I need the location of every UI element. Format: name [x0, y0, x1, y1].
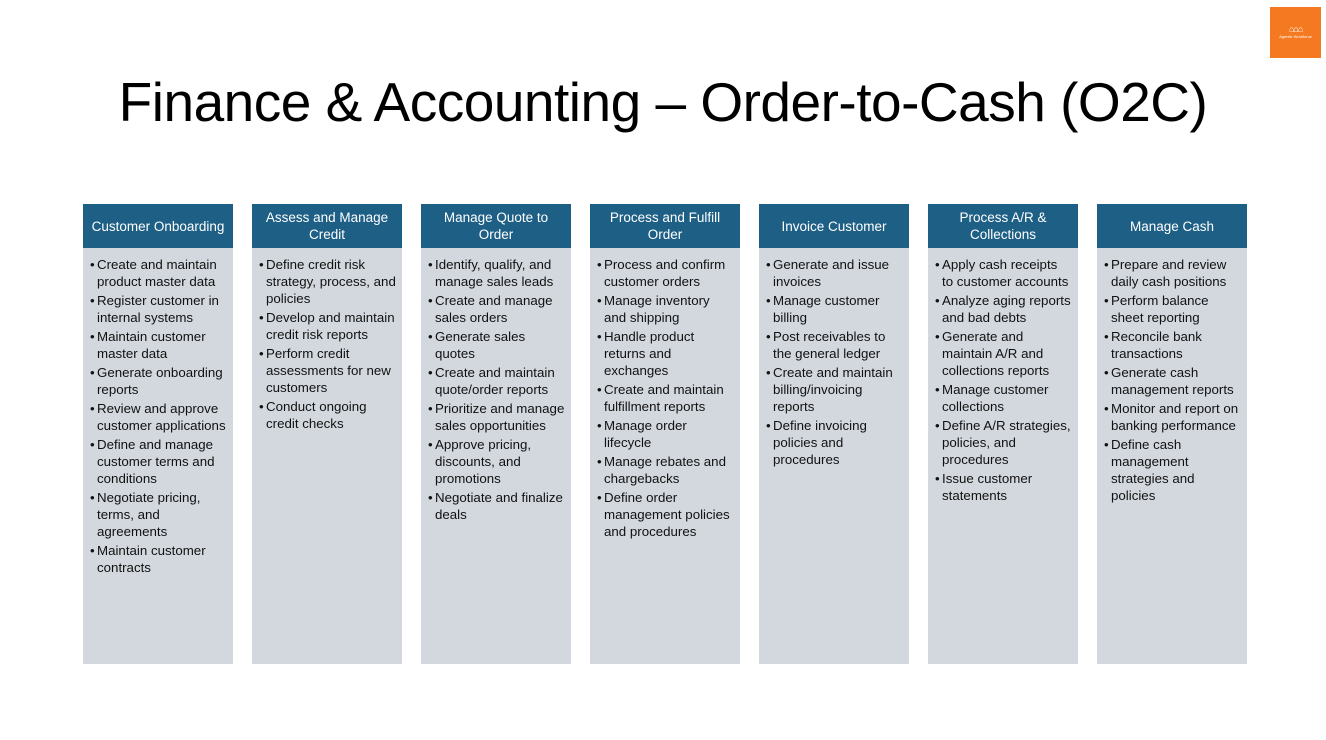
column-header: Customer Onboarding	[83, 204, 233, 248]
list-item	[935, 381, 1072, 415]
list-item	[90, 400, 227, 434]
list-item-text: Create and maintain fulfillment reports	[604, 382, 724, 414]
bullet-icon: •	[1104, 293, 1109, 308]
list-item-text: Post receivables to the general ledger	[773, 329, 886, 361]
list-item	[1104, 328, 1241, 362]
column-body	[421, 248, 571, 525]
bullet-icon: •	[90, 490, 95, 505]
list-item	[428, 489, 565, 523]
bullet-icon: •	[90, 543, 95, 558]
list-item-text: Manage rebates and chargebacks	[604, 454, 726, 486]
company-logo	[1270, 7, 1321, 58]
list-item-text: Define credit risk strategy, process, and policies	[266, 257, 396, 306]
bullet-icon: •	[428, 365, 433, 380]
list-item	[1104, 400, 1241, 434]
list-item	[766, 417, 903, 468]
list-item-text: Create and maintain product master data	[97, 257, 217, 289]
list-item	[597, 417, 734, 451]
list-item	[597, 328, 734, 379]
column-header: Process and Fulfill Order	[590, 204, 740, 248]
column-manage-cash	[1097, 204, 1247, 664]
bullet-icon: •	[428, 329, 433, 344]
bullet-icon: •	[597, 490, 602, 505]
bullet-icon: •	[90, 257, 95, 272]
column-body	[1097, 248, 1247, 506]
process-columns	[83, 204, 1247, 664]
list-item-text: Identify, qualify, and manage sales leads	[435, 257, 554, 289]
list-item	[766, 328, 903, 362]
list-item-text: Define order management policies and procedures	[604, 490, 730, 539]
column-header: Manage Quote to Order	[421, 204, 571, 248]
list-item	[90, 292, 227, 326]
list-item-text: Reconcile bank transactions	[1111, 329, 1202, 361]
bullet-icon: •	[428, 401, 433, 416]
list-item-text: Manage customer billing	[773, 293, 880, 325]
list-item-text: Define A/R strategies, policies, and procedures	[942, 418, 1071, 467]
column-process-a-r-collections	[928, 204, 1078, 664]
column-body	[590, 248, 740, 542]
column-body	[83, 248, 233, 578]
list-item-text: Review and approve customer applications	[97, 401, 226, 433]
list-item	[90, 328, 227, 362]
bullet-icon: •	[1104, 437, 1109, 452]
list-item	[259, 345, 396, 396]
bullet-icon: •	[428, 257, 433, 272]
list-item	[259, 256, 396, 307]
list-item-text: Generate and issue invoices	[773, 257, 890, 289]
list-item-text: Perform credit assessments for new customers	[266, 346, 391, 395]
list-item-text: Register customer in internal systems	[97, 293, 219, 325]
list-item-text: Issue customer statements	[942, 471, 1033, 503]
bullet-icon: •	[428, 437, 433, 452]
column-header: Process A/R & Collections	[928, 204, 1078, 248]
bullet-icon: •	[766, 293, 771, 308]
list-item	[935, 256, 1072, 290]
list-item-text: Prepare and review daily cash positions	[1111, 257, 1227, 289]
list-item	[935, 328, 1072, 379]
column-header: Manage Cash	[1097, 204, 1247, 248]
logo-mark-icon: ⌂⌂⌂	[1288, 24, 1303, 34]
bullet-icon: •	[935, 471, 940, 486]
column-customer-onboarding	[83, 204, 233, 664]
bullet-icon: •	[90, 401, 95, 416]
bullet-icon: •	[90, 293, 95, 308]
bullet-icon: •	[935, 418, 940, 433]
bullet-icon: •	[428, 490, 433, 505]
list-item-text: Analyze aging reports and bad debts	[942, 293, 1071, 325]
list-item	[90, 364, 227, 398]
list-item-text: Define invoicing policies and procedures	[773, 418, 867, 467]
bullet-icon: •	[90, 329, 95, 344]
list-item-text: Approve pricing, discounts, and promotions	[435, 437, 532, 486]
list-item-text: Perform balance sheet reporting	[1111, 293, 1209, 325]
list-item-text: Negotiate pricing, terms, and agreements	[97, 490, 201, 539]
list-item-text: Maintain customer master data	[97, 329, 206, 361]
list-item	[597, 292, 734, 326]
bullet-icon: •	[935, 257, 940, 272]
list-item-text: Process and confirm customer orders	[604, 257, 726, 289]
bullet-icon: •	[597, 293, 602, 308]
list-item-text: Prioritize and manage sales opportunities	[435, 401, 565, 433]
list-item	[935, 470, 1072, 504]
list-item	[766, 292, 903, 326]
list-item	[428, 364, 565, 398]
bullet-icon: •	[259, 257, 264, 272]
bullet-icon: •	[597, 382, 602, 397]
bullet-icon: •	[259, 346, 264, 361]
list-item-text: Manage inventory and shipping	[604, 293, 710, 325]
list-item-text: Maintain customer contracts	[97, 543, 206, 575]
list-item-text: Handle product returns and exchanges	[604, 329, 695, 378]
list-item	[1104, 436, 1241, 504]
bullet-icon: •	[1104, 401, 1109, 416]
bullet-icon: •	[597, 418, 602, 433]
list-item	[90, 256, 227, 290]
slide-title: Finance & Accounting – Order-to-Cash (O2C)	[118, 71, 1208, 133]
list-item-text: Manage customer collections	[942, 382, 1049, 414]
list-item	[428, 256, 565, 290]
column-manage-quote-to-order	[421, 204, 571, 664]
list-item-text: Manage order lifecycle	[604, 418, 687, 450]
list-item	[935, 292, 1072, 326]
bullet-icon: •	[1104, 257, 1109, 272]
bullet-icon: •	[259, 399, 264, 414]
column-body	[252, 248, 402, 434]
list-item-text: Monitor and report on banking performance	[1111, 401, 1239, 433]
bullet-icon: •	[597, 257, 602, 272]
list-item-text: Generate and maintain A/R and collections reports	[942, 329, 1050, 378]
list-item	[428, 292, 565, 326]
list-item	[428, 400, 565, 434]
bullet-icon: •	[766, 329, 771, 344]
column-body	[759, 248, 909, 470]
bullet-icon: •	[935, 293, 940, 308]
list-item	[935, 417, 1072, 468]
list-item-text: Create and maintain billing/invoicing reports	[773, 365, 893, 414]
list-item	[1104, 292, 1241, 326]
list-item	[597, 489, 734, 540]
list-item	[766, 364, 903, 415]
list-item-text: Negotiate and finalize deals	[435, 490, 563, 522]
bullet-icon: •	[935, 329, 940, 344]
bullet-icon: •	[766, 418, 771, 433]
column-header: Invoice Customer	[759, 204, 909, 248]
list-item	[90, 489, 227, 540]
list-item	[90, 436, 227, 487]
column-header: Assess and Manage Credit	[252, 204, 402, 248]
list-item	[259, 309, 396, 343]
bullet-icon: •	[597, 454, 602, 469]
list-item-text: Apply cash receipts to customer accounts	[942, 257, 1069, 289]
column-invoice-customer	[759, 204, 909, 664]
list-item-text: Generate cash management reports	[1111, 365, 1234, 397]
list-item-text: Generate onboarding reports	[97, 365, 223, 397]
logo-brand-text: Agentic Workforce	[1279, 34, 1312, 39]
list-item	[1104, 364, 1241, 398]
bullet-icon: •	[90, 437, 95, 452]
list-item-text: Define and manage customer terms and conditions	[97, 437, 215, 486]
list-item	[597, 381, 734, 415]
bullet-icon: •	[935, 382, 940, 397]
bullet-icon: •	[1104, 329, 1109, 344]
list-item	[259, 398, 396, 432]
list-item-text: Create and manage sales orders	[435, 293, 553, 325]
list-item-text: Create and maintain quote/order reports	[435, 365, 555, 397]
bullet-icon: •	[90, 365, 95, 380]
list-item	[1104, 256, 1241, 290]
list-item	[90, 542, 227, 576]
column-assess-and-manage-credit	[252, 204, 402, 664]
list-item-text: Define cash management strategies and policies	[1111, 437, 1195, 503]
bullet-icon: •	[1104, 365, 1109, 380]
list-item	[428, 328, 565, 362]
list-item	[766, 256, 903, 290]
list-item	[597, 453, 734, 487]
bullet-icon: •	[766, 257, 771, 272]
bullet-icon: •	[766, 365, 771, 380]
list-item-text: Generate sales quotes	[435, 329, 526, 361]
bullet-icon: •	[597, 329, 602, 344]
column-process-and-fulfill-order	[590, 204, 740, 664]
list-item	[428, 436, 565, 487]
list-item-text: Conduct ongoing credit checks	[266, 399, 367, 431]
bullet-icon: •	[428, 293, 433, 308]
bullet-icon: •	[259, 310, 264, 325]
list-item-text: Develop and maintain credit risk reports	[266, 310, 395, 342]
column-body	[928, 248, 1078, 506]
list-item	[597, 256, 734, 290]
